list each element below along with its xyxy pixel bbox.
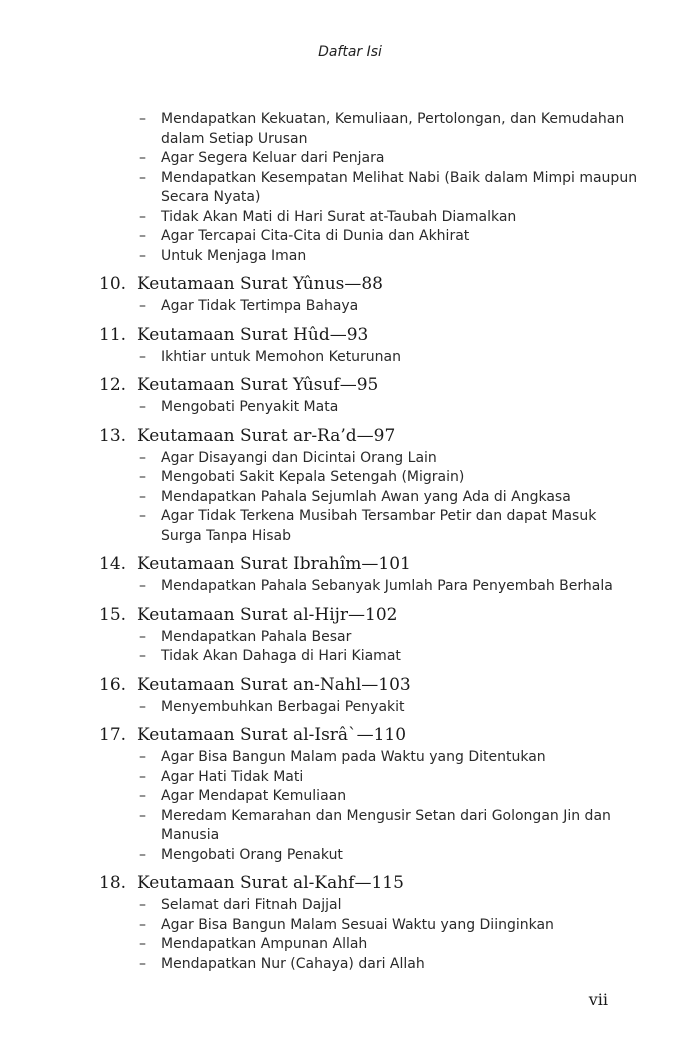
toc-subitem-text: Selamat dari Fitnah Dajjal	[161, 897, 342, 913]
dash-bullet: –	[139, 916, 146, 933]
chapter-subitems	[0, 398, 700, 418]
chapter-number: 11.	[99, 324, 127, 345]
toc-subitem-text: Mendapatkan Kekuatan, Kemuliaan, Pertolongan, dan Kemudahan dalam Setiap Urusan	[161, 111, 625, 147]
chapter-heading	[0, 323, 700, 348]
toc-subitem	[0, 507, 700, 546]
chapter-subitems	[0, 698, 700, 718]
chapter-subitems	[0, 297, 700, 317]
dash-bullet: –	[139, 768, 146, 785]
chapter-entry	[0, 723, 700, 865]
chapter-number: 17.	[99, 725, 127, 745]
toc-subitem-text: Meredam Kemarahan dan Mengusir Setan dari Golongan Jin dan Manusia	[161, 807, 611, 843]
chapter-title: Keutamaan Surat Hûd—93	[137, 324, 369, 345]
chapter-title: Keutamaan Surat Yûsuf—95	[137, 375, 379, 395]
toc-subitem-text: Mengobati Penyakit Mata	[161, 399, 339, 415]
toc-subitem	[0, 577, 700, 597]
toc-subitem	[0, 787, 700, 807]
toc-subitem	[0, 647, 700, 667]
toc-subitem-text: Mendapatkan Pahala Sejumlah Awan yang Ada di Angkasa	[161, 488, 571, 505]
dash-bullet: –	[139, 897, 146, 913]
chapter-title: Keutamaan Surat an-Nahl—103	[137, 674, 411, 695]
table-of-contents	[0, 110, 700, 974]
toc-subitem	[0, 488, 700, 508]
chapter-entry	[0, 424, 700, 547]
dash-bullet: –	[139, 469, 146, 485]
toc-subitem-text: Mendapatkan Pahala Sebanyak Jumlah Para Penyembah Berhala	[161, 578, 613, 594]
chapter-number: 15.	[99, 604, 127, 625]
chapter-number: 12.	[99, 375, 127, 395]
chapter-subitems	[0, 748, 700, 865]
chapter-list	[0, 272, 700, 974]
dash-bullet: –	[139, 111, 146, 127]
toc-subitem	[0, 628, 700, 648]
toc-subitem	[0, 247, 700, 267]
dash-bullet: –	[139, 298, 146, 314]
chapter-entry	[0, 673, 700, 718]
chapter-heading	[0, 373, 700, 398]
toc-subitem	[0, 896, 700, 916]
toc-subitem-text: Agar Disayangi dan Dicintai Orang Lain	[161, 449, 437, 466]
chapter-heading	[0, 272, 700, 297]
toc-subitem-text: Agar Tidak Terkena Musibah Tersambar Petir dan dapat Masuk Surga Tanpa Hisab	[161, 508, 597, 544]
toc-subitem-text: Mendapatkan Nur (Cahaya) dari Allah	[161, 955, 425, 972]
toc-subitem-text: Agar Bisa Bangun Malam pada Waktu yang Ditentukan	[161, 749, 546, 765]
dash-bullet: –	[139, 399, 146, 415]
chapter-heading	[0, 673, 700, 698]
dash-bullet: –	[139, 936, 146, 952]
chapter-title: Keutamaan Surat Yûnus—88	[137, 274, 384, 294]
chapter-number: 18.	[99, 873, 127, 893]
chapter-heading	[0, 552, 700, 577]
chapter-number: 10.	[99, 274, 127, 294]
chapter-title: Keutamaan Surat al-Isrâ`—110	[137, 725, 407, 745]
page-number: vii	[588, 990, 608, 1009]
chapter-heading	[0, 603, 700, 628]
toc-subitem	[0, 698, 700, 718]
dash-bullet: –	[139, 628, 146, 645]
toc-subitem-text: Mendapatkan Ampunan Allah	[161, 936, 368, 952]
chapter-title: Keutamaan Surat al-Hijr—102	[137, 604, 398, 625]
dash-bullet: –	[139, 749, 146, 765]
chapter-entry	[0, 603, 700, 667]
toc-subitem-text: Agar Bisa Bangun Malam Sesuai Waktu yang Diinginkan	[161, 916, 554, 933]
toc-subitem	[0, 149, 700, 169]
dash-bullet: –	[139, 247, 146, 264]
toc-subitem-text: Menyembuhkan Berbagai Penyakit	[161, 698, 405, 715]
chapter-heading	[0, 723, 700, 748]
toc-subitem	[0, 916, 700, 936]
chapter-entry	[0, 871, 700, 974]
toc-subitem-text: Mengobati Sakit Kepala Setengah (Migrain)	[161, 469, 465, 485]
chapter-subitems	[0, 896, 700, 974]
chapter-number: 16.	[99, 674, 127, 695]
toc-subitem-text: Mengobati Orang Penakut	[161, 846, 343, 863]
dash-bullet: –	[139, 348, 146, 365]
toc-subitem	[0, 449, 700, 469]
toc-subitem	[0, 955, 700, 975]
dash-bullet: –	[139, 208, 146, 225]
toc-subitem	[0, 297, 700, 317]
chapter-entry	[0, 373, 700, 418]
dash-bullet: –	[139, 698, 146, 715]
dash-bullet: –	[139, 169, 146, 186]
dash-bullet: –	[139, 648, 146, 664]
chapter-subitems	[0, 628, 700, 667]
chapter-subitems	[0, 577, 700, 597]
toc-subitem-text: Tidak Akan Mati di Hari Surat at-Taubah Diamalkan	[161, 208, 517, 225]
toc-subitem	[0, 208, 700, 228]
toc-subitem	[0, 398, 700, 418]
toc-subitem	[0, 348, 700, 368]
chapter-subitems	[0, 348, 700, 368]
chapter-heading	[0, 871, 700, 896]
toc-subitem	[0, 748, 700, 768]
toc-subitem-text: Mendapatkan Pahala Besar	[161, 628, 352, 645]
chapter-entry	[0, 323, 700, 368]
toc-subitem-text: Agar Tercapai Cita-Cita di Dunia dan Akhirat	[161, 228, 470, 244]
toc-subitem	[0, 468, 700, 488]
dash-bullet: –	[139, 807, 146, 824]
dash-bullet: –	[139, 488, 146, 505]
toc-subitem-text: Agar Tidak Tertimpa Bahaya	[161, 298, 359, 314]
dash-bullet: –	[139, 955, 146, 972]
toc-subitem	[0, 807, 700, 846]
toc-subitem	[0, 227, 700, 247]
toc-subitem-text: Agar Hati Tidak Mati	[161, 768, 304, 785]
intro-items	[0, 110, 700, 266]
chapter-title: Keutamaan Surat al-Kahf—115	[137, 873, 404, 893]
chapter-number: 14.	[99, 554, 127, 574]
dash-bullet: –	[139, 788, 146, 804]
dash-bullet: –	[139, 846, 146, 863]
dash-bullet: –	[139, 150, 146, 166]
toc-subitem-text: Ikhtiar untuk Memohon Keturunan	[161, 348, 402, 365]
chapter-entry	[0, 552, 700, 597]
toc-subitem	[0, 110, 700, 149]
chapter-number: 13.	[99, 425, 127, 446]
chapter-subitems	[0, 449, 700, 547]
running-header: Daftar Isi	[318, 44, 382, 60]
chapter-entry	[0, 272, 700, 317]
toc-subitem	[0, 846, 700, 866]
toc-subitem	[0, 768, 700, 788]
toc-subitem-text: Agar Segera Keluar dari Penjara	[161, 150, 385, 166]
toc-subitem	[0, 935, 700, 955]
toc-subitem-text: Untuk Menjaga Iman	[161, 247, 307, 264]
toc-subitem-text: Tidak Akan Dahaga di Hari Kiamat	[161, 648, 401, 664]
dash-bullet: –	[139, 228, 146, 244]
toc-subitem-text: Agar Mendapat Kemuliaan	[161, 788, 347, 804]
dash-bullet: –	[139, 449, 146, 466]
toc-subitem	[0, 169, 700, 208]
chapter-heading	[0, 424, 700, 449]
toc-subitem-text: Mendapatkan Kesempatan Melihat Nabi (Baik dalam Mimpi maupun Secara Nyata)	[161, 169, 638, 205]
dash-bullet: –	[139, 578, 146, 594]
chapter-title: Keutamaan Surat Ibrahîm—101	[137, 554, 411, 574]
chapter-title: Keutamaan Surat ar-Ra’d—97	[137, 425, 396, 446]
dash-bullet: –	[139, 508, 146, 524]
